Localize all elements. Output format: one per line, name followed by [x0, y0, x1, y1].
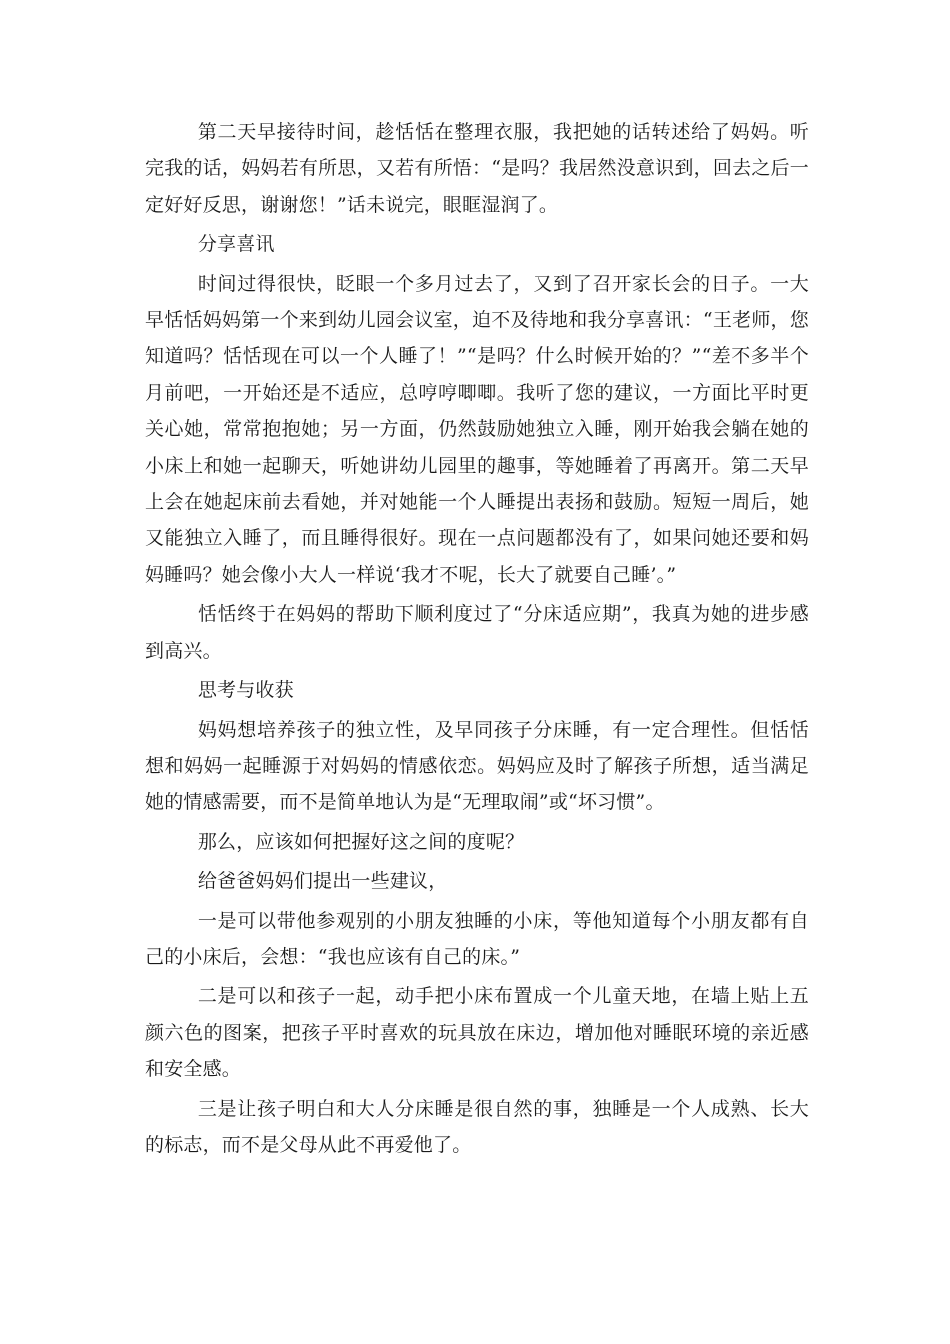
paragraph-morning-reception: 第二天早接待时间，趁恬恬在整理衣服，我把她的话转述给了妈妈。听完我的话，妈妈若有所思，又若有所悟：“是吗？我居然没意识到，回去之后一定好好反思，谢谢您！”话未说完，眼眶湿润了。	[145, 121, 809, 216]
paragraph-adaptation-period: 恬恬终于在妈妈的帮助下顺利度过了“分床适应期”，我真为她的进步感到高兴。	[145, 603, 809, 662]
paragraph-suggestion-three: 三是让孩子明白和大人分床睡是很自然的事，独睡是一个人成熟、长大的标志，而不是父母从此不再爱他了。	[145, 1097, 809, 1156]
section-heading-reflection: 思考与收获	[197, 679, 294, 702]
document-body	[145, 114, 809, 1163]
section-heading-good-news: 分享喜讯	[197, 233, 275, 256]
paragraph-reflection: 妈妈想培养孩子的独立性，及早同孩子分床睡，有一定合理性。但恬恬想和妈妈一起睡源于对妈妈的情感依恋。妈妈应及时了解孩子所想，适当满足她的情感需要，而不是简单地认为是“无理取闹”或“坏习惯”。	[145, 718, 809, 814]
paragraph-suggestions-intro: 给爸爸妈妈们提出一些建议，	[197, 870, 448, 893]
paragraph-suggestion-one: 一是可以带他参观别的小朋友独睡的小床，等他知道每个小朋友都有自己的小床后，会想：“我也应该有自己的床。”	[145, 909, 809, 968]
paragraph-question: 那么，应该如何把握好这之间的度呢？	[197, 830, 525, 853]
paragraph-suggestion-two: 二是可以和孩子一起，动手把小床布置成一个儿童天地，在墙上贴上五颜六色的图案，把孩子平时喜欢的玩具放在床边，增加他对睡眠环境的亲近感和安全感。	[145, 985, 809, 1081]
paragraph-parent-meeting: 时间过得很快，眨眼一个多月过去了，又到了召开家长会的日子。一大早恬恬妈妈第一个来到幼儿园会议室，迫不及待地和我分享喜讯：“王老师，您知道吗？恬恬现在可以一个人睡了！”“是吗？什么时候开始的？”“差不多半个月前吧，一开始还是不适应，总哼哼唧唧。我听了您的建议，一方面比平时更关心她，常常抱抱她；另一方面，仍然鼓励她独立入睡，刚开始我会躺在她的小床上和她一起聊天，听她讲幼儿园里的趣事，等她睡着了再离开。第二天早上会在她起床前去看她，并对她能一个人睡提出表扬和鼓励。短短一周后，她又能独立入睡了，而且睡得很好。现在一点问题都没有了，如果问她还要和妈妈睡吗？她会像小大人一样说‘我才不呢，长大了就要自己睡’。”	[145, 272, 809, 586]
